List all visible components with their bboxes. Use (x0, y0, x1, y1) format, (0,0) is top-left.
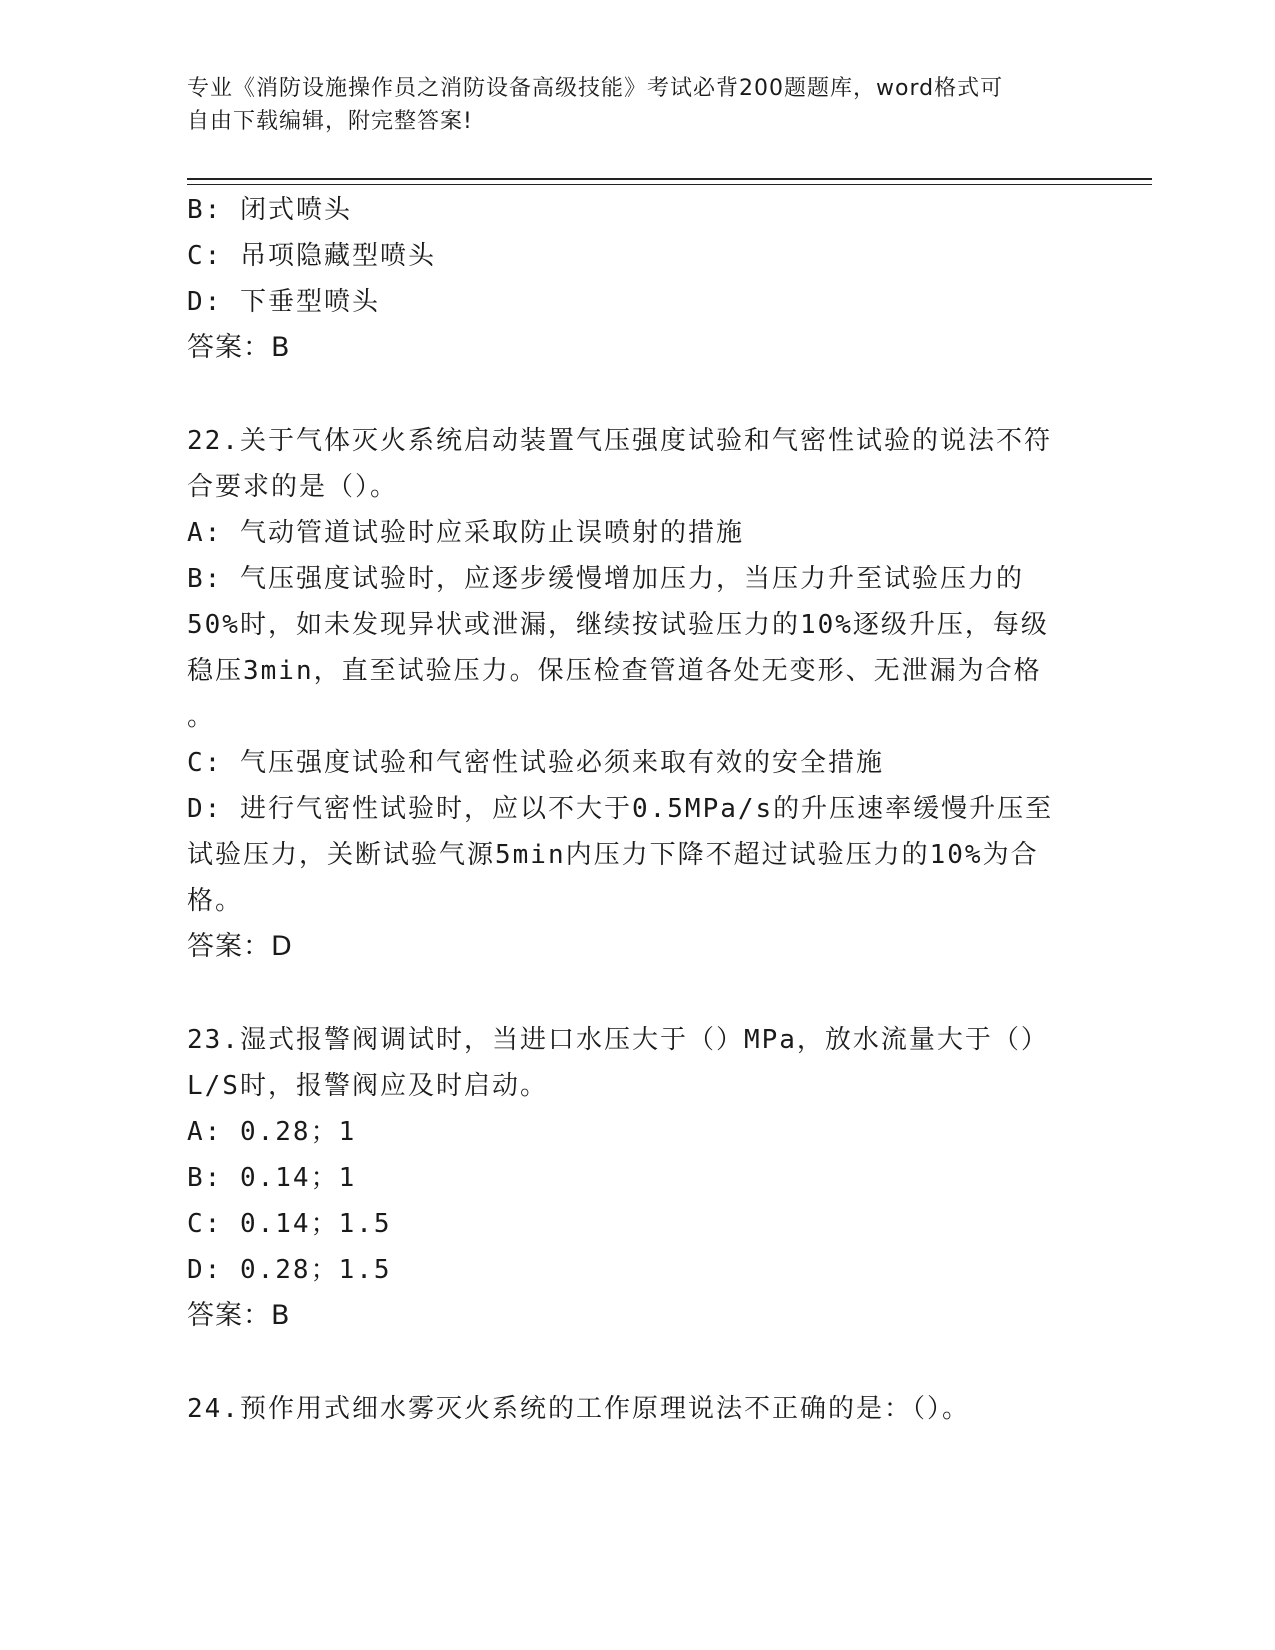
option-b-continued: 。 (187, 702, 216, 732)
question-stem-line: L/S时，报警阀应及时启动。 (187, 1071, 548, 1101)
option-d-continued: 试验压力，关断试验气源5min内压力下降不超过试验压力的10%为合 (187, 840, 1039, 870)
option-b: B: 0.14；1 (187, 1163, 357, 1193)
question-24 (187, 1386, 1087, 1432)
option-d: D: 下垂型喷头 (187, 287, 380, 317)
page-header (187, 72, 1087, 138)
header-divider-thick (187, 178, 1152, 180)
answer-line: 答案：B (187, 332, 291, 363)
option-b: B: 气压强度试验时，应逐步缓慢增加压力，当压力升至试验压力的 (187, 564, 1024, 594)
option-a: A: 0.28；1 (187, 1117, 357, 1147)
option-b-continued: 稳压3min，直至试验压力。保压检查管道各处无变形、无泄漏为合格 (187, 656, 1042, 686)
option-d: D: 0.28；1.5 (187, 1255, 392, 1285)
question-stem-line: 合要求的是（）。 (187, 472, 399, 502)
answer-line: 答案：B (187, 1300, 291, 1331)
question-stem-line: 24.预作用式细水雾灭火系统的工作原理说法不正确的是：（）。 (187, 1394, 970, 1424)
answer-line: 答案：D (187, 931, 293, 962)
spacer (187, 1339, 1087, 1386)
question-22 (187, 418, 1087, 970)
option-a: A: 气动管道试验时应采取防止误喷射的措施 (187, 518, 744, 548)
spacer (187, 371, 1087, 418)
header-divider-thin (187, 184, 1152, 185)
question-stem-line: 23.湿式报警阀调试时，当进口水压大于（）MPa，放水流量大于（） (187, 1025, 1049, 1055)
option-c: C: 吊项隐藏型喷头 (187, 241, 436, 271)
header-line-1: 专业《消防设施操作员之消防设备高级技能》考试必背200题题库，word格式可 (187, 76, 1004, 101)
header-line-2: 自由下载编辑，附完整答案! (187, 109, 473, 134)
option-b-continued: 50%时，如未发现异状或泄漏，继续按试验压力的10%逐级升压，每级 (187, 610, 1049, 640)
option-c: C: 0.14；1.5 (187, 1209, 392, 1239)
option-b: B: 闭式喷头 (187, 195, 352, 225)
option-c: C: 气压强度试验和气密性试验必须来取有效的安全措施 (187, 748, 884, 778)
option-d-continued: 格。 (187, 886, 244, 916)
question-stem-line: 22.关于气体灭火系统启动装置气压强度试验和气密性试验的说法不符 (187, 426, 1052, 456)
option-d: D: 进行气密性试验时，应以不大于0.5MPa/s的升压速率缓慢升压至 (187, 794, 1054, 824)
question-21-tail (187, 187, 1087, 371)
question-23 (187, 1017, 1087, 1339)
question-content (187, 187, 1087, 1432)
spacer (187, 970, 1087, 1017)
